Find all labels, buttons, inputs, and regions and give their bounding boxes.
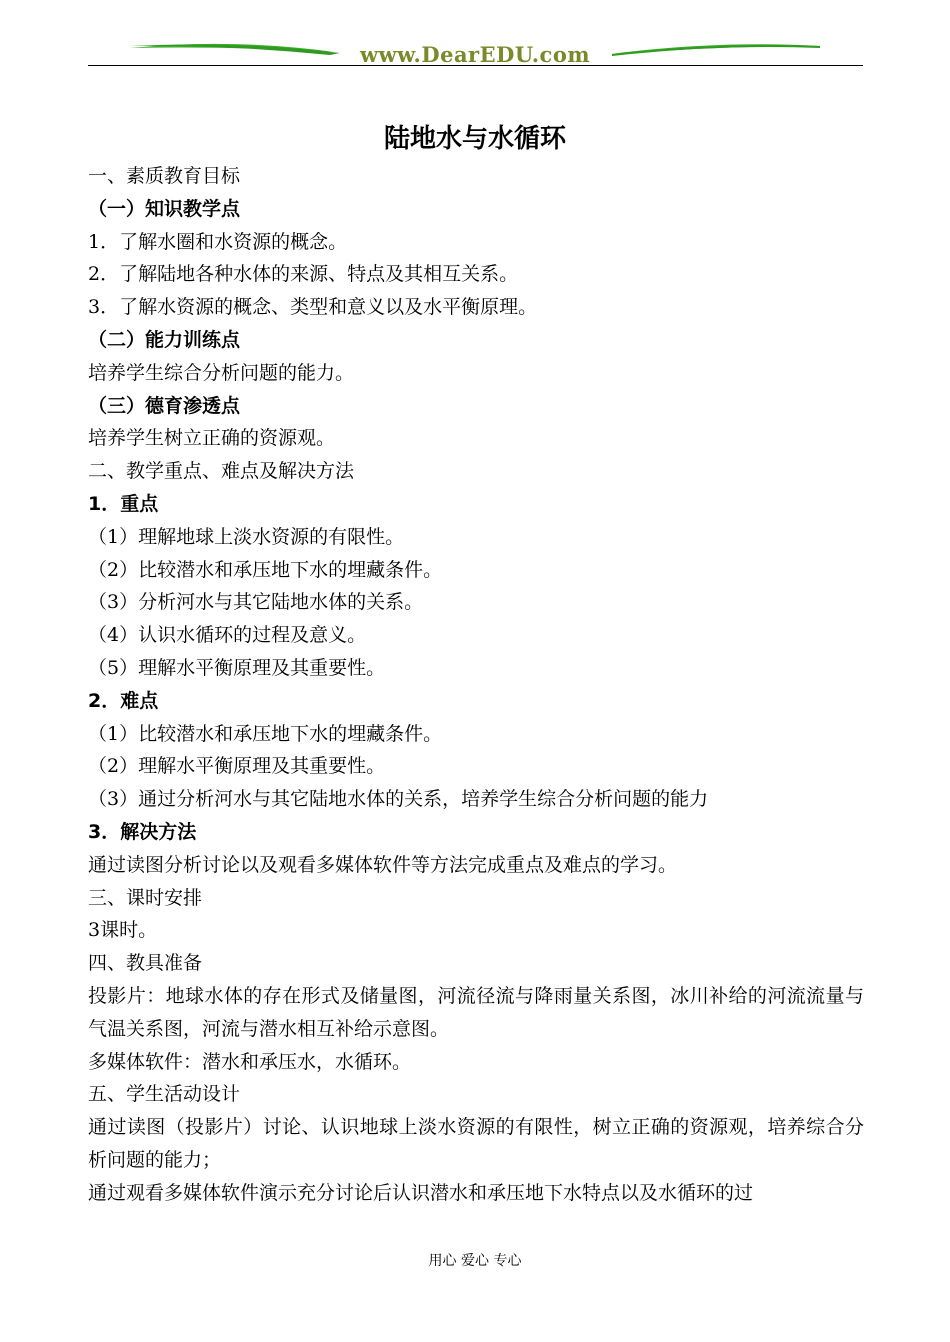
- text-line: 通过观看多媒体软件演示充分讨论后认识潜水和承压地下水特点以及水循环的过: [88, 1181, 754, 1204]
- text-line: 2．了解陆地各种水体的来源、特点及其相互关系。: [88, 263, 519, 286]
- text-line: 通过读图分析讨论以及观看多媒体软件等方法完成重点及难点的学习。: [88, 853, 678, 876]
- text-line: 1．了解水圈和水资源的概念。: [88, 230, 348, 253]
- text-line: 二、教学重点、难点及解决方法: [88, 460, 355, 483]
- text-line: （2）理解水平衡原理及其重要性。: [88, 755, 386, 778]
- page-footer: 用心 爱心 专心: [428, 1253, 522, 1269]
- text-line: （3）通过分析河水与其它陆地水体的关系，培养学生综合分析问题的能力: [88, 788, 709, 811]
- text-line: （2）比较潜水和承压地下水的埋藏条件。: [88, 558, 443, 581]
- section-heading: （二）能力训练点: [88, 328, 241, 351]
- page-title: 陆地水与水循环: [383, 124, 566, 154]
- text-line: 培养学生综合分析问题的能力。: [88, 361, 355, 384]
- text-line: （3）分析河水与其它陆地水体的关系。: [88, 591, 424, 614]
- section-heading: 1．重点: [88, 492, 159, 515]
- text-line: （1）比较潜水和承压地下水的埋藏条件。: [88, 722, 443, 745]
- text-line: 3课时。: [88, 919, 158, 942]
- text-line: （1）理解地球上淡水资源的有限性。: [88, 525, 405, 548]
- text-line: （4）认识水循环的过程及意义。: [88, 624, 367, 647]
- text-line: （5）理解水平衡原理及其重要性。: [88, 656, 386, 679]
- section-heading: （三）德育渗透点: [88, 394, 241, 417]
- text-line: 三、课时安排: [88, 886, 203, 909]
- text-line: 培养学生树立正确的资源观。: [88, 427, 336, 450]
- text-line: 四、教具准备: [88, 952, 203, 975]
- section-heading: 3．解决方法: [88, 820, 197, 843]
- text-line: 一、素质教育目标: [88, 165, 241, 187]
- section-heading: 2．难点: [88, 689, 159, 712]
- text-line: 3．了解水资源的概念、类型和意义以及水平衡原理。: [88, 296, 538, 319]
- section-heading: （一）知识教学点: [88, 197, 241, 220]
- text-line: 通过读图（投影片）讨论、认识地球上淡水资源的有限性，树立正确的资源观，培养综合分析问题的能力；: [88, 1116, 864, 1171]
- document-body: [88, 160, 864, 1210]
- site-logo[interactable]: www.DearEDU.com: [359, 42, 591, 67]
- text-line: 五、学生活动设计: [88, 1083, 241, 1106]
- header-rule: [88, 65, 863, 66]
- text-line: 多媒体软件：潜水和承压水，水循环。: [88, 1050, 412, 1073]
- text-line: 投影片：地球水体的存在形式及储量图，河流径流与降雨量关系图，冰川补给的河流流量与气温关系图，河流与潜水相互补给示意图。: [88, 984, 864, 1040]
